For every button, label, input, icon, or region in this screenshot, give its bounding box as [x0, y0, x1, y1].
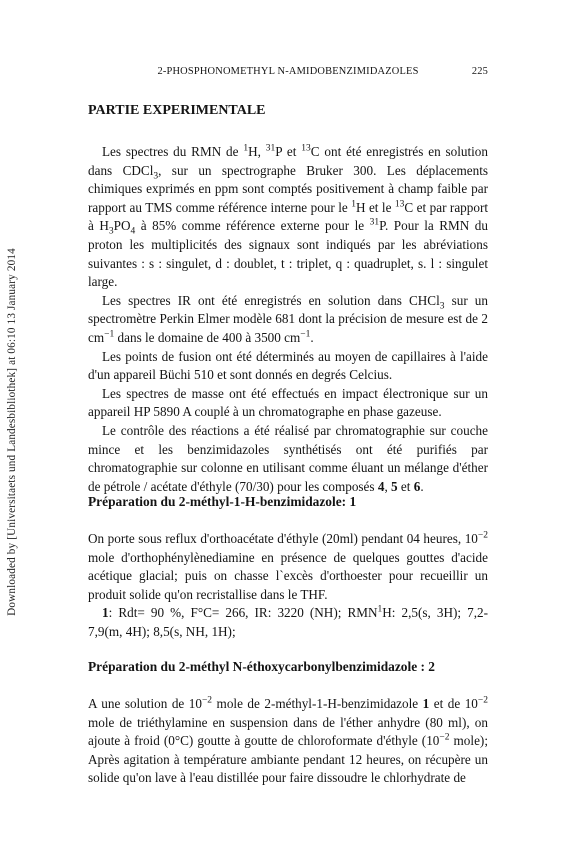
text-run: mole); Après agitation à température ambiante pendant 12 heures, on récupère un solide qu'on lave à l'eau distillée pour faire dissoudre le chlorhydrate de: [88, 733, 488, 786]
superscript: 31: [265, 143, 276, 154]
subscript: 3: [439, 301, 445, 312]
text-run: mole d'orthophénylènediamine en présence de quelques gouttes d'acide acétique glacial; puis on chasse l`excès d'orthoester pour recueillir un produit solide qu'on recristallise dans le THF.: [88, 549, 488, 602]
superscript: −2: [201, 695, 213, 706]
paragraph-melting-points: Les points de fusion ont été déterminés au moyen de capillaires à l'aide d'un appareil Büchi 510 et sont donnés en degrés Celcius.: [88, 348, 488, 383]
superscript: −2: [439, 732, 450, 743]
superscript: 1: [377, 604, 383, 615]
paragraph-procedure-2: [88, 695, 488, 788]
running-header: [88, 66, 488, 80]
text-run: dans le domaine de 400 à 3500 cm: [114, 329, 301, 345]
paragraph-ir: [88, 292, 488, 348]
paragraph-procedure-1: [88, 530, 488, 604]
text-run: H,: [248, 144, 266, 159]
compound-number: 6: [413, 478, 421, 494]
subscript: 3: [153, 171, 159, 182]
text-run: Les spectres du RMN de: [102, 144, 244, 159]
text-run: sur un spectromètre Perkin Elmer modèle 681 dont la précision de mesure est de 2 cm: [88, 292, 488, 345]
text-run: mole de triéthylamine en suspension dans de l'éther anhydre (80 ml), on ajoute à froid (0°C) goutte à goutte de chloroformate d'éthyle (10: [88, 714, 488, 749]
compound-number: 4: [377, 478, 385, 494]
text-run: P. Pour la RMN du proton les multiplicités des signaux sont indiqués par les abréviations suivantes : s : singulet, d : doublet, t : triplet, q : quadruplet, s. l : singulet large.: [88, 218, 488, 290]
text-run: P et: [275, 144, 302, 159]
superscript: −1: [300, 329, 311, 340]
text-run: A une solution de 10: [88, 696, 202, 711]
section-partie-experimentale: [88, 102, 488, 121]
text-run: et de 10: [429, 696, 478, 711]
section-title: PARTIE EXPERIMENTALE: [88, 103, 266, 118]
subscript: 4: [130, 227, 136, 238]
text-run: .: [420, 478, 424, 494]
text-run: Le contrôle des réactions a été réalisé par chromatographie sur couche mince et les benzimidazoles synthétisés ont été purifiés par chromatographie sur colonne en utilisant comme éluant un mélange d'éther de pétrole / acétate d'éthyle (70/30) pour les composés: [88, 422, 488, 494]
text-run: ,: [384, 478, 392, 494]
superscript: −2: [477, 530, 488, 541]
compound-number: 5: [391, 478, 398, 494]
superscript: 13: [394, 199, 405, 210]
text-run: .: [310, 329, 314, 345]
text-run: Les spectres IR ont été enregistrés en solution dans CHCl: [102, 292, 440, 308]
running-title: 2-PHOSPHONOMETHYL N-AMIDOBENZIMIDAZOLES: [157, 66, 419, 77]
paragraph-mass-spectra: Les spectres de masse ont été effectués en impact électronique sur un appareil HP 5890 A couplé à un chromatographe en phase gazeuse.: [88, 385, 488, 420]
text-run: : Rdt= 90 %, F°C= 266, IR: 3220 (NH); RMN: [108, 605, 378, 621]
text-run: et: [397, 478, 414, 494]
section-preparation-2-title: [88, 658, 488, 677]
subscript: 3: [108, 227, 114, 238]
text-run: PO: [113, 218, 131, 234]
section-preparation-2-body: [88, 695, 488, 788]
superscript: −1: [104, 329, 115, 340]
text-run: mole de 2-méthyl-1-H-benzimidazole: [212, 696, 423, 711]
superscript: 31: [369, 217, 380, 228]
superscript: 1: [243, 143, 249, 154]
section-preparation-1-body: [88, 530, 488, 642]
section-title: Préparation du 2-méthyl-1-H-benzimidazole: 1: [88, 494, 357, 509]
superscript: 13: [301, 143, 311, 154]
paragraph-data-1: [88, 604, 488, 641]
text-run: C ont été enregistrés en solution dans CDCl: [88, 144, 488, 178]
text-run: H et le: [355, 199, 395, 215]
section-partie-experimentale-body: [88, 143, 488, 496]
paragraph-chromatography: [88, 422, 488, 496]
text-run: C et par rapport à H: [88, 199, 489, 234]
compound-number: 1: [422, 696, 430, 711]
text-run: , sur un spectrographe Bruker 300. Les déplacements chimiques exprimés en ppm sont comptés positivement à champ faible par rapport au TMS comme référence interne pour le: [88, 162, 488, 215]
section-preparation-1-title: [88, 493, 488, 512]
superscript: 1: [351, 199, 356, 210]
download-watermark-text: Downloaded by [Universitaets und Landesbibliothek] at 06:10 13 January 2014: [6, 248, 18, 616]
text-run: On porte sous reflux d'orthoacétate d'éthyle (20ml) pendant 04 heures, 10: [88, 531, 478, 546]
section-title: Préparation du 2-méthyl N-éthoxycarbonylbenzimidazole : 2: [88, 659, 436, 674]
superscript: −2: [477, 695, 488, 706]
compound-number: 1: [102, 605, 109, 621]
text-run: H: 2,5(s, 3H); 7,2-7,9(m, 4H); 8,5(s, NH, 1H);: [88, 605, 489, 639]
paragraph-nmr: [88, 143, 488, 292]
page-number: 225: [471, 66, 488, 77]
text-run: à 85% comme référence externe pour le: [135, 218, 370, 234]
